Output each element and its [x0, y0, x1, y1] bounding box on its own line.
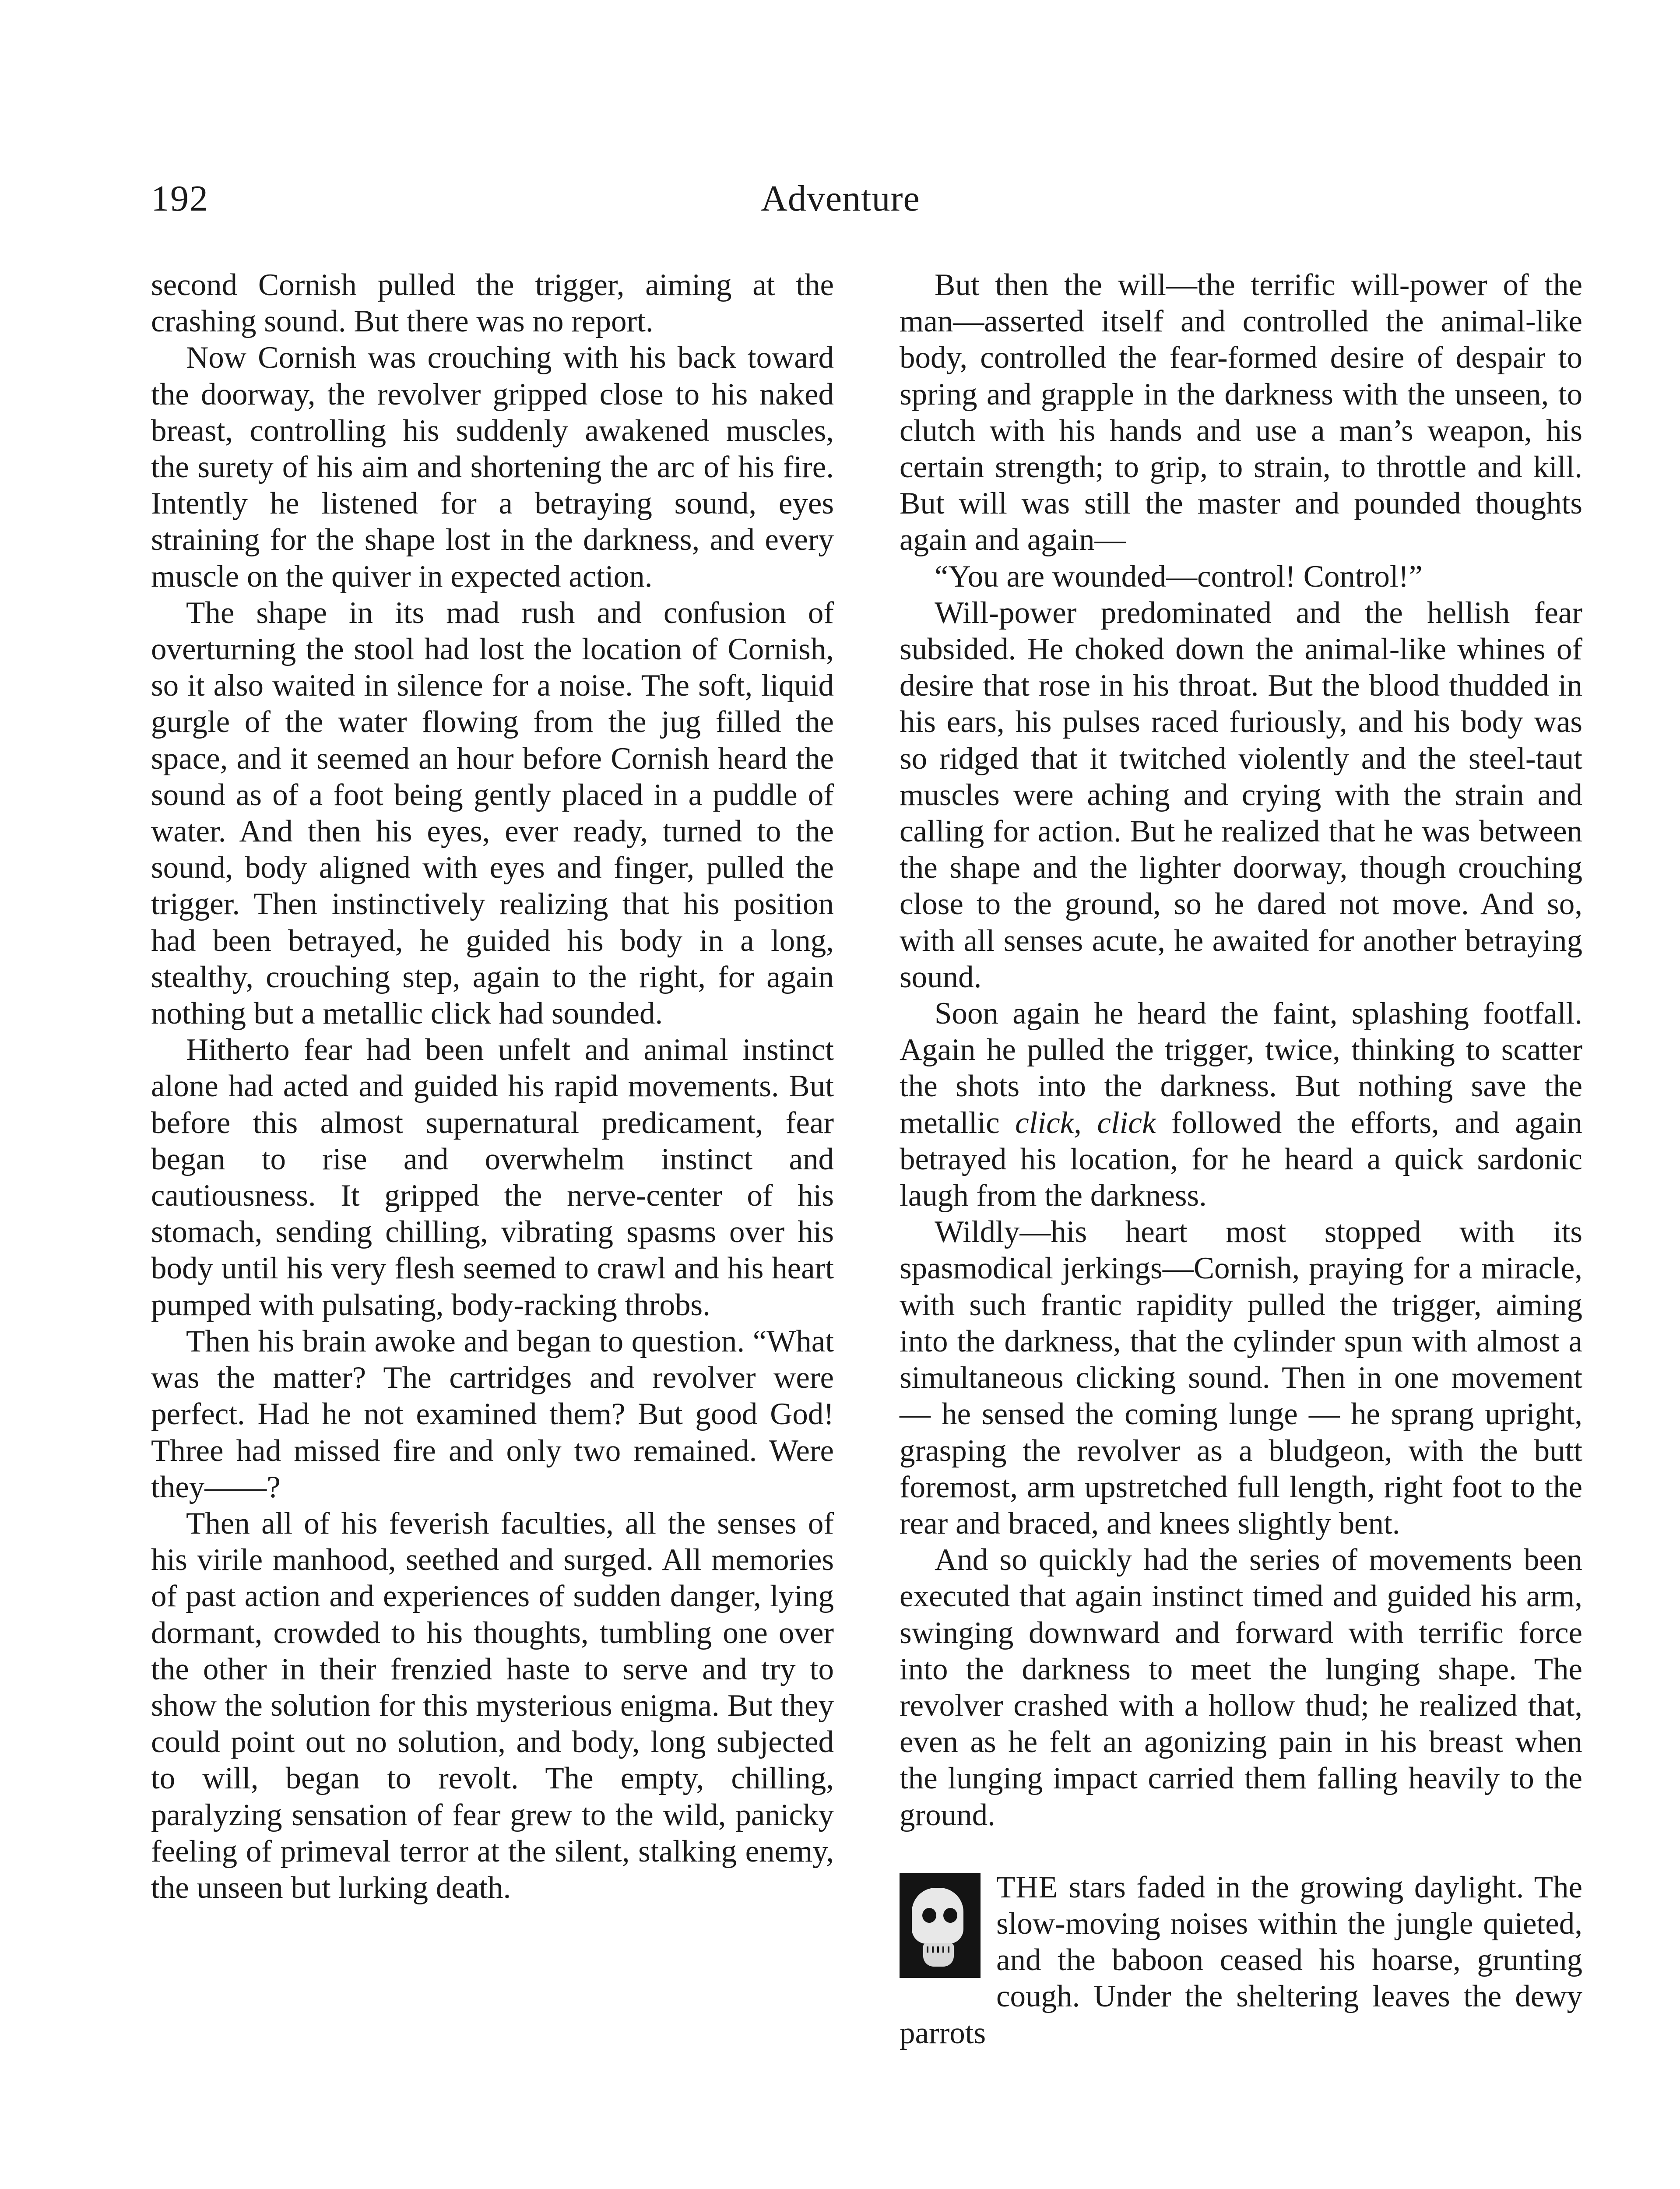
- section-paragraph: [900, 1869, 1582, 2052]
- text-run: Soon again he heard the faint, splashing footfall. Again he pulled the trigger, twice, thinking to scatter the shots into the darkness. But nothing save the metallic: [900, 996, 1582, 1140]
- paragraph: second Cornish pulled the trigger, aiming at the crashing sound. But there was no report.: [151, 268, 834, 339]
- click-word: click: [1097, 1105, 1156, 1140]
- right-column: [900, 267, 1582, 2052]
- paragraph: Now Cornish was crouching with his back toward the doorway, the revolver gripped close to his naked breast, controlling his suddenly awakened muscles, the surety of his aim and shortening the arc of his fire. Intently he listened for a betraying sound, eyes straining for the shape lost in the darkness, and every muscle on the quiver in expected action.: [151, 341, 834, 594]
- paragraph: “You are wounded—control! Control!”: [935, 559, 1423, 594]
- page-number: 192: [151, 178, 209, 219]
- paragraph: Will-power predominated and the hellish fear subsided. He choked down the animal-like whines of desire that rose in his throat. But the blood thudded in his ears, his pulses raced furiously, and his body was so ridged that it twitched violently and the steel-taut muscles were aching and crying with the strain and calling for action. But he realized that he was between the shape and the lighter doorway, though crouching close to the ground, so he dared not move. And so, with all senses acute, he awaited for another betraying sound.: [900, 595, 1582, 994]
- paragraph: Hitherto fear had been unfelt and animal instinct alone had acted and guided his rapid movements. But before this almost supernatural predicament, fear began to rise and overwhelm instinct and cautiousness. It gripped the nerve-center of his stomach, sending chilling, vibrating spasms over his body until his very flesh seemed to crawl and his heart pumped with pulsating, body-racking throbs.: [151, 1033, 834, 1322]
- section-opening: [900, 1869, 1582, 2052]
- paragraph: The shape in its mad rush and confusion of overturning the stool had lost the location of Cornish, so it also waited in silence for a noise. The soft, liquid gurgle of the water flowing from the jug filled the space, and it seemed an hour before Cornish heard the sound as of a foot being gently placed in a puddle of water. And then his eyes, ever ready, turned to the sound, body aligned with eyes and finger, pulled the trigger. Then instinctively realizing that his position had been betrayed, he guided his body in a long, stealthy, crouching step, again to the right, for again nothing but a metallic click had sounded.: [151, 595, 834, 1031]
- paragraph: And so quickly had the series of movements been executed that again instinct timed and guided his arm, swinging downward and forward with terrific force into the darkness to meet the lunging shape. The revolver crashed with a hollow thud; he realized that, even as he felt an agonizing pain in his breast when the lunging impact carried them falling heavily to the ground.: [900, 1543, 1582, 1832]
- running-title: Adventure: [761, 178, 920, 219]
- paragraph: Wildly—his heart most stopped with its spasmodical jerkings—Cornish, praying for a miracle, with such frantic rapidity pulled the trigger, aiming into the darkness, that the cylinder spun with almost a simultaneous clicking sound. Then in one movement — he sensed the coming lunge — he sprang upright, grasping the revolver as a bludgeon, with the butt foremost, arm upstretched full length, right foot to the rear and braced, and knees slightly bent.: [900, 1215, 1582, 1541]
- paragraph: Then his brain awoke and began to question. “What was the matter? The cartridges and revolver were perfect. Had he not examined them? But good God! Three had missed fire and only two remained. Were they——?: [151, 1324, 834, 1504]
- click-word: click,: [1015, 1105, 1082, 1140]
- text-run: stars faded in the growing daylight. The slow-moving noises within the jungle quieted, and the baboon ceased his hoarse, grunting cough. Under the sheltering leaves the dewy parrots: [900, 1870, 1582, 2050]
- left-column: [151, 267, 834, 1906]
- skull-icon: [900, 1873, 981, 1978]
- text-run: followed the efforts, and again betrayed his location, for he heard a quick sardonic laugh from the darkness.: [900, 1105, 1583, 1213]
- lead-word: THE: [996, 1870, 1058, 1904]
- paragraph: Then all of his feverish faculties, all the senses of his virile manhood, seethed and surged. All memories of past action and experiences of sudden danger, lying dormant, crowded to his thoughts, tumbling one over the other in their frenzied haste to serve and try to show the solution for this mysterious enigma. But they could point out no solution, and body, long subjected to will, began to revolt. The empty, chilling, paralyzing sensation of fear grew to the wild, panicky feeling of primeval terror at the silent, stalking enemy, the unseen but lurking death.: [151, 1506, 834, 1905]
- running-head: [151, 177, 1530, 230]
- paragraph: [900, 996, 1582, 1214]
- paragraph: But then the will—the terrific will-power of the man—asserted itself and controlled the animal-like body, controlled the fear-formed desire of despair to spring and grapple in the darkness with the unseen, to clutch with his hands and use a man’s weapon, his certain strength; to grip, to strain, to throttle and kill. But will was still the master and pounded thoughts again and again—: [900, 268, 1582, 557]
